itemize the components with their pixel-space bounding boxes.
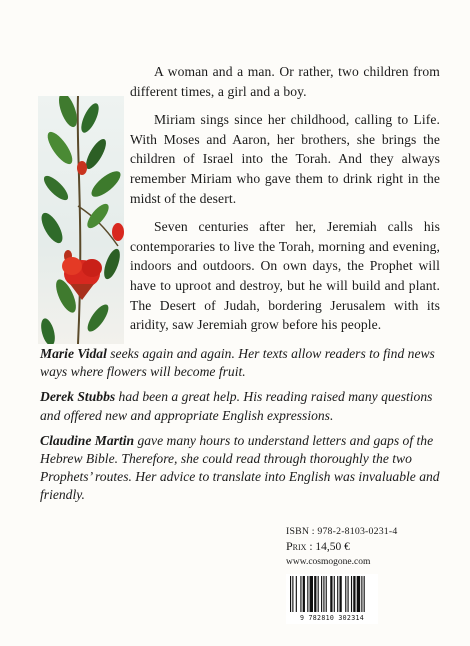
credit-derek-stubbs <box>40 388 440 424</box>
credit-text: gave many hours to understand letters and gaps of the Hebrew Bible. Therefore, she could read through thoroughly the two Prophets’ routes. Her advice to translate into English was invaluable and friendly. <box>40 432 440 503</box>
price-label: Prix <box>286 539 307 553</box>
pomegranate-flower-photo <box>38 96 124 344</box>
publisher-website: www.cosmogone.com <box>286 557 371 567</box>
book-info <box>286 524 446 570</box>
synopsis-paragraph: Miriam sings since her childhood, calling to Life. With Moses and Aaron, her brothers, she brings the children of Israel into the Torah. And they always remember Miriam who gave them to drink right in the midst of the desert. <box>130 112 440 206</box>
barcode-digits: 9 782810 302314 <box>299 614 365 622</box>
price <box>286 539 446 555</box>
synopsis-paragraph: Seven centuries after her, Jeremiah calls his contemporaries to live the Torah, morning and evening, indoors and outdoors. On own days, the Prophet will have to uproot and destroy, but he will build and plant. The Desert of Judah, bordering Jerusalem with its aridity, saw Jeremiah grow before his people. <box>130 219 440 333</box>
credit-text: seeks again and again. Her texts allow readers to find news ways where flowers will become fruit. <box>40 346 435 380</box>
credit-marie-vidal <box>40 345 440 381</box>
synopsis-paragraph: A woman and a man. Or rather, two children from different times, a girl and a boy. <box>130 64 440 99</box>
credits <box>40 345 440 512</box>
credit-claudine-martin <box>40 432 440 505</box>
barcode-bars <box>286 574 378 614</box>
synopsis <box>130 62 440 344</box>
credit-text: had been a great help. His reading raised many questions and offered new and appropriate English expressions. <box>40 389 433 423</box>
barcode <box>286 574 378 624</box>
isbn: ISBN : 978-2-8103-0231-4 <box>286 526 398 537</box>
credit-name: Marie Vidal <box>40 346 107 361</box>
credit-name: Derek Stubbs <box>40 389 116 405</box>
price-value: : 14,50 € <box>306 541 350 553</box>
credit-name: Claudine Martin <box>40 432 135 448</box>
